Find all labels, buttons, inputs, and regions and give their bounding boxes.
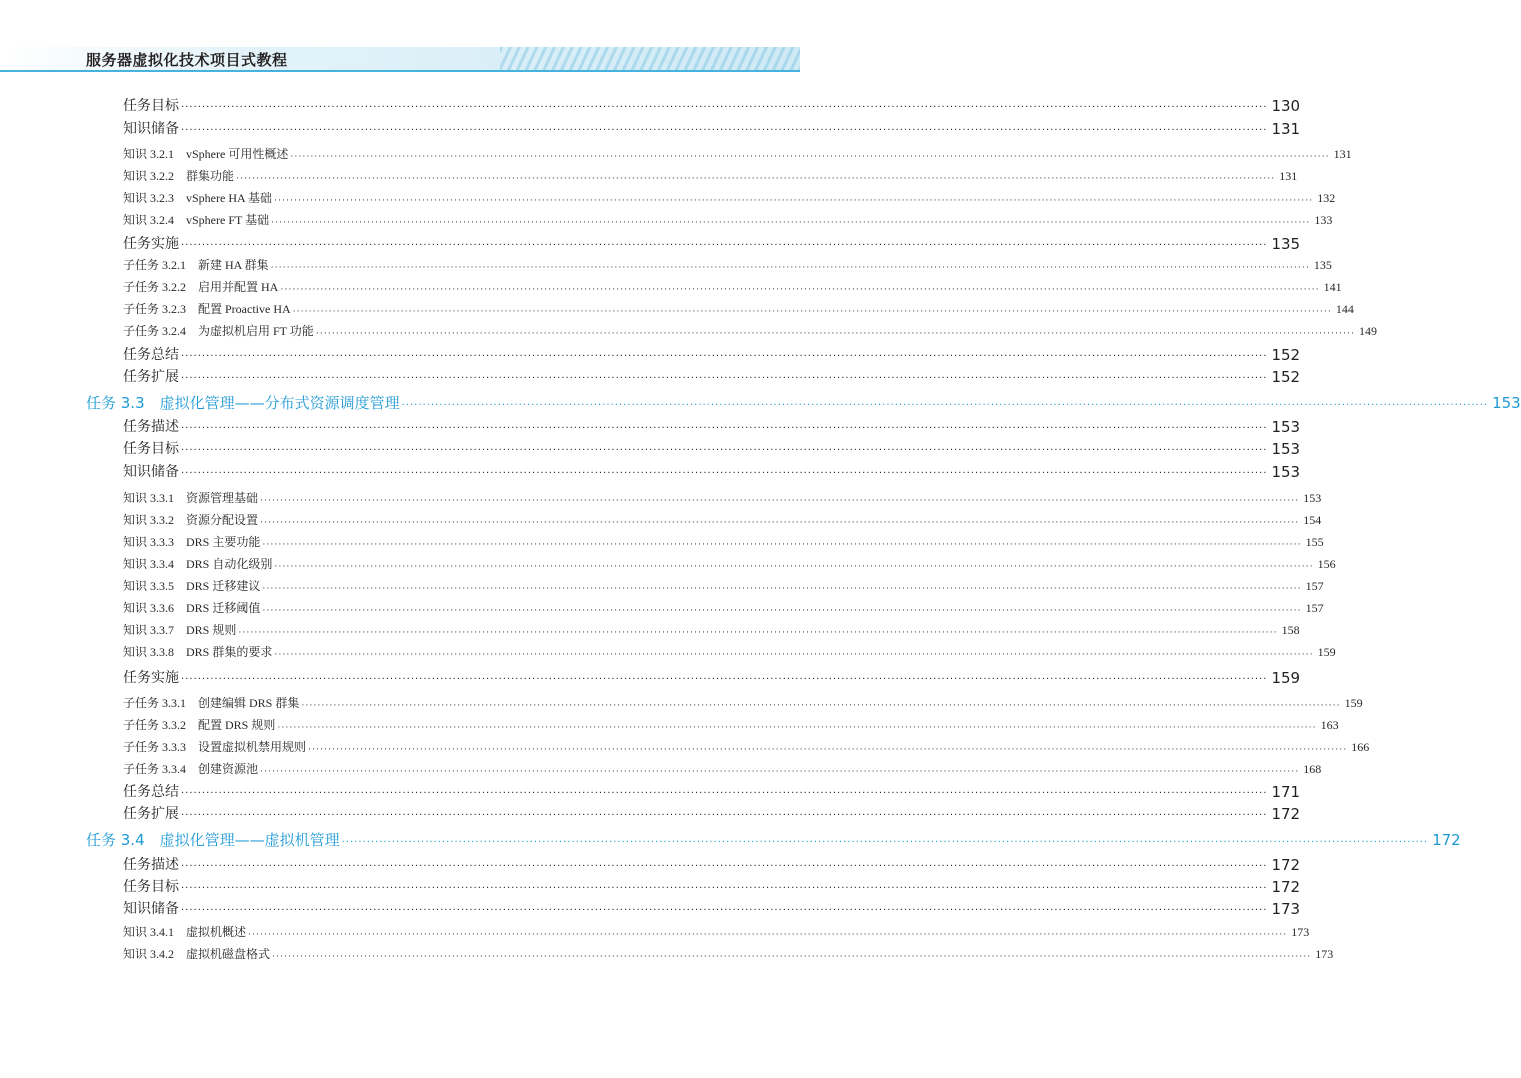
- toc-entry-page-number: 168: [1303, 762, 1322, 776]
- toc-subsection-entry[interactable]: [123, 234, 1301, 254]
- toc-item-entry[interactable]: [123, 577, 1324, 595]
- toc-item-entry[interactable]: [123, 322, 1378, 340]
- toc-entry-label: 知识 3.3.8 DRS 群集的要求: [123, 645, 273, 659]
- toc-entry-label: 知识储备: [123, 464, 179, 480]
- toc-entry-page-number: 144: [1335, 302, 1354, 316]
- toc-entry-label: 子任务 3.2.3 配置 Proactive HA: [123, 302, 291, 316]
- dot-leader: ····································································································································································································································································: [301, 700, 1341, 710]
- toc-entry-label: 子任务 3.2.1 新建 HA 群集: [123, 258, 269, 272]
- dot-leader: ····································································································································································································································································: [181, 445, 1268, 456]
- dot-leader: ····································································································································································································································································: [290, 151, 1330, 161]
- toc-entry-page-number: 131: [1279, 169, 1298, 183]
- toc-entry-label: 子任务 3.2.4 为虚拟机启用 FT 功能: [123, 324, 314, 338]
- dot-leader: ····································································································································································································································································: [181, 788, 1268, 799]
- toc-entry-label: 任务实施: [123, 236, 179, 252]
- toc-entry-page-number: 153: [1271, 463, 1301, 481]
- toc-entry-page-number: 166: [1351, 740, 1370, 754]
- toc-entry-page-number: 153: [1271, 440, 1301, 458]
- toc-entry-page-number: 172: [1432, 831, 1461, 849]
- toc-entry-label: 子任务 3.2.2 启用并配置 HA: [123, 280, 279, 294]
- toc-entry-label: 任务总结: [123, 347, 179, 363]
- dot-leader: ····································································································································································································································································: [181, 351, 1268, 362]
- dot-leader: ····································································································································································································································································: [181, 905, 1268, 916]
- dot-leader: ····································································································································································································································································: [236, 173, 1276, 183]
- toc-item-entry[interactable]: [123, 489, 1322, 507]
- toc-entry-label: 任务 3.3 虚拟化管理——分布式资源调度管理: [86, 394, 400, 412]
- toc-entry-label: 任务总结: [123, 784, 179, 800]
- toc-section-entry[interactable]: [86, 392, 1521, 414]
- dot-leader: ····································································································································································································································································: [274, 561, 1314, 571]
- toc-entry-label: 知识 3.2.1 vSphere 可用性概述: [123, 147, 289, 161]
- toc-entry-page-number: 172: [1271, 805, 1301, 823]
- toc-entry-page-number: 159: [1271, 669, 1301, 687]
- toc-entry-label: 知识 3.2.2 群集功能: [123, 169, 235, 183]
- toc-item-entry[interactable]: [123, 760, 1322, 778]
- dot-leader: ····································································································································································································································································: [181, 373, 1268, 384]
- running-header: [0, 0, 800, 70]
- toc-entry-page-number: 154: [1303, 513, 1322, 527]
- toc-subsection-entry[interactable]: [123, 668, 1301, 688]
- dot-leader: ····································································································································································································································································: [308, 744, 1348, 754]
- toc-subsection-entry[interactable]: [123, 899, 1301, 919]
- toc-subsection-entry[interactable]: [123, 855, 1301, 875]
- toc-entry-page-number: 155: [1305, 535, 1324, 549]
- toc-entry-page-number: 132: [1317, 191, 1336, 205]
- dot-leader: ····································································································································································································································································: [181, 423, 1268, 434]
- toc-entry-page-number: 173: [1291, 925, 1310, 939]
- dot-leader: ····································································································································································································································································: [181, 674, 1268, 685]
- toc-item-entry[interactable]: [123, 211, 1333, 229]
- toc-item-entry[interactable]: [123, 511, 1322, 529]
- toc-entry-label: 知识储备: [123, 121, 179, 137]
- toc-subsection-entry[interactable]: [123, 462, 1301, 482]
- toc-subsection-entry[interactable]: [123, 417, 1301, 437]
- toc-item-entry[interactable]: [123, 643, 1336, 661]
- toc-entry-label: 知识 3.3.3 DRS 主要功能: [123, 535, 261, 549]
- toc-entry-page-number: 153: [1492, 394, 1521, 412]
- toc-subsection-entry[interactable]: [123, 345, 1301, 365]
- toc-entry-page-number: 159: [1344, 696, 1363, 710]
- dot-leader: ····································································································································································································································································: [181, 883, 1268, 894]
- toc-subsection-entry[interactable]: [123, 804, 1301, 824]
- dot-leader: ····································································································································································································································································: [181, 468, 1268, 479]
- dot-leader: ····································································································································································································································································: [262, 539, 1302, 549]
- toc-entry-page-number: 158: [1281, 623, 1300, 637]
- book-title: 服务器虚拟化技术项目式教程: [86, 51, 288, 69]
- toc-entry-page-number: 131: [1333, 147, 1352, 161]
- dot-leader: ····································································································································································································································································: [271, 217, 1311, 227]
- toc-section-entry[interactable]: [86, 829, 1461, 851]
- toc-entry-label: 子任务 3.3.1 创建编辑 DRS 群集: [123, 696, 300, 710]
- toc-entry-label: 任务目标: [123, 441, 179, 457]
- dot-leader: ····································································································································································································································································: [401, 400, 1489, 411]
- toc-item-entry[interactable]: [123, 278, 1342, 296]
- toc-entry-label: 知识 3.3.6 DRS 迁移阈值: [123, 601, 261, 615]
- toc-entry-label: 知识储备: [123, 901, 179, 917]
- toc-entry-label: 子任务 3.3.3 设置虚拟机禁用规则: [123, 740, 307, 754]
- toc-entry-label: 任务描述: [123, 419, 179, 435]
- toc-entry-page-number: 171: [1271, 783, 1301, 801]
- toc-entry-label: 子任务 3.3.2 配置 DRS 规则: [123, 718, 276, 732]
- toc-item-entry[interactable]: [123, 716, 1339, 734]
- dot-leader: ····································································································································································································································································: [248, 929, 1288, 939]
- toc-subsection-entry[interactable]: [123, 877, 1301, 897]
- dot-leader: ····································································································································································································································································: [315, 328, 1356, 338]
- toc-entry-label: 知识 3.3.4 DRS 自动化级别: [123, 557, 273, 571]
- dot-leader: ····································································································································································································································································: [181, 102, 1268, 113]
- dot-leader: ····································································································································································································································································: [260, 766, 1300, 776]
- dot-leader: ····································································································································································································································································: [270, 262, 1310, 272]
- toc-entry-page-number: 172: [1271, 878, 1301, 896]
- toc-entry-label: 任务描述: [123, 857, 179, 873]
- toc-item-entry[interactable]: [123, 533, 1324, 551]
- toc-entry-label: 子任务 3.3.4 创建资源池: [123, 762, 259, 776]
- dot-leader: ····································································································································································································································································: [292, 306, 1332, 316]
- toc-entry-page-number: 157: [1305, 601, 1324, 615]
- toc-subsection-entry[interactable]: [123, 96, 1301, 116]
- toc-item-entry[interactable]: [123, 738, 1370, 756]
- toc-entry-page-number: 130: [1271, 97, 1301, 115]
- dot-leader: ····································································································································································································································································: [272, 951, 1312, 961]
- toc-entry-label: 知识 3.2.3 vSphere HA 基础: [123, 191, 272, 205]
- toc-entry-page-number: 156: [1317, 557, 1336, 571]
- toc-item-entry[interactable]: [123, 300, 1354, 318]
- toc-entry-page-number: 153: [1303, 491, 1322, 505]
- toc-entry-page-number: 159: [1317, 645, 1336, 659]
- toc-subsection-entry[interactable]: [123, 782, 1301, 802]
- toc-entry-label: 知识 3.2.4 vSphere FT 基础: [123, 213, 270, 227]
- toc-item-entry[interactable]: [123, 189, 1336, 207]
- toc-entry-label: 知识 3.4.2 虚拟机磁盘格式: [123, 947, 271, 961]
- dot-leader: ····································································································································································································································································: [238, 627, 1278, 637]
- dot-leader: ····································································································································································································································································: [280, 284, 1320, 294]
- header-stripe-pattern: [500, 47, 800, 70]
- dot-leader: ····································································································································································································································································: [260, 517, 1300, 527]
- toc-entry-label: 任务实施: [123, 670, 179, 686]
- toc-item-entry[interactable]: [123, 256, 1332, 274]
- toc-entry-label: 知识 3.3.2 资源分配设置: [123, 513, 259, 527]
- dot-leader: ····································································································································································································································································: [181, 125, 1268, 136]
- toc-entry-page-number: 157: [1305, 579, 1324, 593]
- toc-entry-page-number: 173: [1271, 900, 1301, 918]
- toc-entry-page-number: 135: [1313, 258, 1332, 272]
- dot-leader: ····································································································································································································································································: [274, 195, 1314, 205]
- toc-item-entry[interactable]: [123, 694, 1363, 712]
- toc-subsection-entry[interactable]: [123, 439, 1301, 459]
- toc-entry-page-number: 152: [1271, 368, 1301, 386]
- toc-item-entry[interactable]: [123, 145, 1352, 163]
- toc-entry-label: 知识 3.3.7 DRS 规则: [123, 623, 237, 637]
- toc-entry-page-number: 173: [1315, 947, 1334, 961]
- toc-entry-page-number: 141: [1323, 280, 1342, 294]
- toc-entry-label: 任务扩展: [123, 806, 179, 822]
- toc-subsection-entry[interactable]: [123, 119, 1301, 139]
- toc-entry-page-number: 135: [1271, 235, 1301, 253]
- toc-entry-page-number: 152: [1271, 346, 1301, 364]
- toc-item-entry[interactable]: [123, 167, 1298, 185]
- toc-entry-page-number: 149: [1359, 324, 1378, 338]
- dot-leader: ····································································································································································································································································: [262, 605, 1302, 615]
- toc-item-entry[interactable]: [123, 621, 1300, 639]
- toc-item-entry[interactable]: [123, 599, 1324, 617]
- toc-entry-page-number: 153: [1271, 418, 1301, 436]
- dot-leader: ····································································································································································································································································: [181, 810, 1268, 821]
- header-rule: [0, 70, 800, 72]
- dot-leader: ····································································································································································································································································: [181, 861, 1268, 872]
- toc-entry-page-number: 163: [1320, 718, 1339, 732]
- dot-leader: ····································································································································································································································································: [262, 583, 1302, 593]
- toc-subsection-entry[interactable]: [123, 367, 1301, 387]
- toc-entry-label: 知识 3.3.1 资源管理基础: [123, 491, 259, 505]
- toc-entry-label: 知识 3.3.5 DRS 迁移建议: [123, 579, 261, 593]
- dot-leader: ····································································································································································································································································: [341, 837, 1429, 848]
- toc-entry-label: 知识 3.4.1 虚拟机概述: [123, 925, 247, 939]
- toc-item-entry[interactable]: [123, 923, 1310, 941]
- toc-entry-label: 任务 3.4 虚拟化管理——虚拟机管理: [86, 831, 340, 849]
- dot-leader: ····································································································································································································································································: [181, 240, 1268, 251]
- toc-entry-label: 任务目标: [123, 98, 179, 114]
- dot-leader: ····································································································································································································································································: [274, 649, 1314, 659]
- toc-item-entry[interactable]: [123, 945, 1334, 963]
- toc-entry-page-number: 172: [1271, 856, 1301, 874]
- toc-item-entry[interactable]: [123, 555, 1336, 573]
- toc-entry-page-number: 131: [1271, 120, 1301, 138]
- dot-leader: ····································································································································································································································································: [260, 495, 1300, 505]
- dot-leader: ····································································································································································································································································: [277, 722, 1317, 732]
- toc-entry-label: 任务扩展: [123, 369, 179, 385]
- toc-entry-label: 任务目标: [123, 879, 179, 895]
- toc-entry-page-number: 133: [1314, 213, 1333, 227]
